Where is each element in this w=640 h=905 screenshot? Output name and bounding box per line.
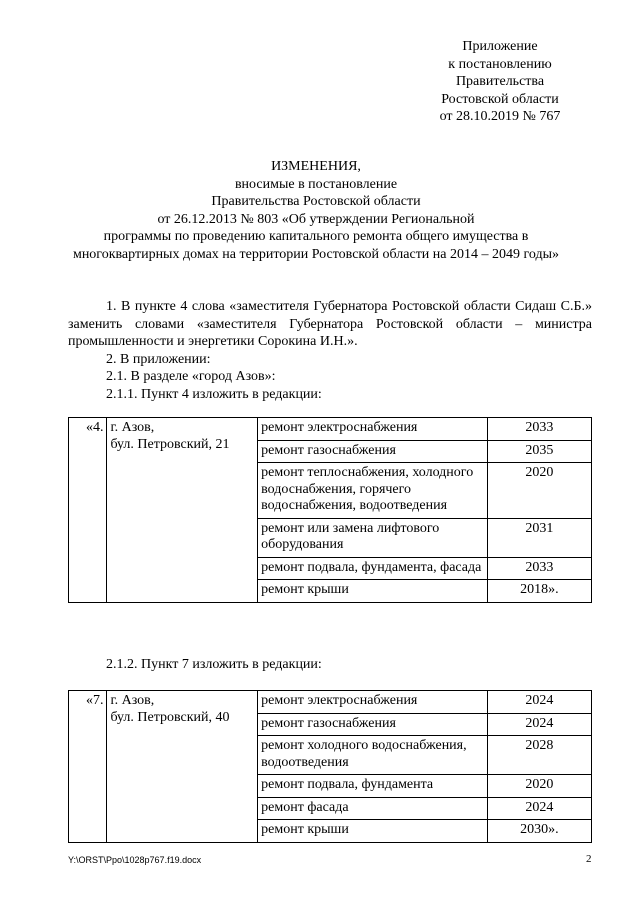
appendix-line: Ростовской области [441, 91, 559, 107]
title-line: Правительства Ростовской области [211, 194, 421, 209]
title-line: ИЗМЕНЕНИЯ, [271, 159, 361, 174]
address-line: г. Азов, [110, 693, 155, 708]
work-cell: ремонт или замена лифтового оборудования [258, 518, 488, 557]
year-cell: 2018». [487, 580, 591, 603]
year-cell: 2020 [487, 463, 591, 519]
work-cell: ремонт крыши [258, 820, 488, 843]
title-line: вносимые в постановление [234, 176, 398, 192]
year-cell: 2033 [487, 418, 591, 441]
table-item-7 [68, 690, 592, 843]
year-cell: 2031 [487, 518, 591, 557]
title-line: от 26.12.2013 № 803 «Об утверждении Региональной [157, 211, 475, 227]
address-cell [107, 418, 258, 603]
work-cell: ремонт газоснабжения [258, 440, 488, 463]
year-cell: 2024 [487, 691, 591, 714]
appendix-header [424, 38, 576, 126]
paragraph-2-1-1: 2.1.1. Пункт 4 изложить в редакции: [106, 387, 322, 402]
year-cell: 2024 [487, 713, 591, 736]
table-row [69, 691, 592, 714]
appendix-line: к постановлению [448, 56, 552, 72]
work-cell: ремонт холодного водоснабжения, водоотведения [258, 736, 488, 775]
item-number: «4. [69, 418, 107, 603]
work-cell: ремонт электроснабжения [258, 418, 488, 441]
paragraph-2-1-2: 2.1.2. Пункт 7 изложить в редакции: [106, 657, 322, 672]
year-cell: 2030». [487, 820, 591, 843]
work-cell: ремонт электроснабжения [258, 691, 488, 714]
item-number: «7. [69, 691, 107, 843]
paragraph-2-1: 2.1. В разделе «город Азов»: [106, 369, 276, 384]
address-line: бул. Петровский, 21 [110, 436, 230, 452]
document-title [60, 158, 572, 263]
paragraph-1: 1. В пункте 4 слова «заместителя Губернатора Ростовской области Сидаш С.Б.» заменить словами «заместителя Губернатора Ростовской области – министра промышленности и энергетики Сорокина И.Н.». [68, 299, 592, 349]
work-cell: ремонт фасада [258, 797, 488, 820]
appendix-line: от 28.10.2019 № 767 [439, 109, 561, 124]
year-cell: 2024 [487, 797, 591, 820]
work-cell: ремонт крыши [258, 580, 488, 603]
address-line: г. Азов, [110, 420, 155, 435]
year-cell: 2035 [487, 440, 591, 463]
year-cell: 2020 [487, 775, 591, 798]
footer-file-path: Y:\ORST\Ppo\1028p767.f19.docx [68, 855, 202, 865]
address-line: бул. Петровский, 40 [110, 709, 230, 725]
title-line: программы по проведению капитального ремонта общего имущества в [103, 229, 529, 244]
year-cell: 2033 [487, 557, 591, 580]
address-cell [107, 691, 258, 843]
appendix-line: Приложение [462, 39, 538, 54]
work-cell: ремонт теплоснабжения, холодного водоснабжения, горячего водоснабжения, водоотведения [258, 463, 488, 519]
table-item-4 [68, 417, 592, 603]
page-number: 2 [586, 853, 592, 865]
work-cell: ремонт подвала, фундамента, фасада [258, 557, 488, 580]
year-cell: 2028 [487, 736, 591, 775]
appendix-line: Правительства [455, 74, 545, 89]
table-row [69, 418, 592, 441]
paragraph-2: 2. В приложении: [106, 352, 211, 367]
work-cell: ремонт подвала, фундамента [258, 775, 488, 798]
title-line: многоквартирных домах на территории Ростовской области на 2014 – 2049 годы» [72, 246, 560, 262]
work-cell: ремонт газоснабжения [258, 713, 488, 736]
